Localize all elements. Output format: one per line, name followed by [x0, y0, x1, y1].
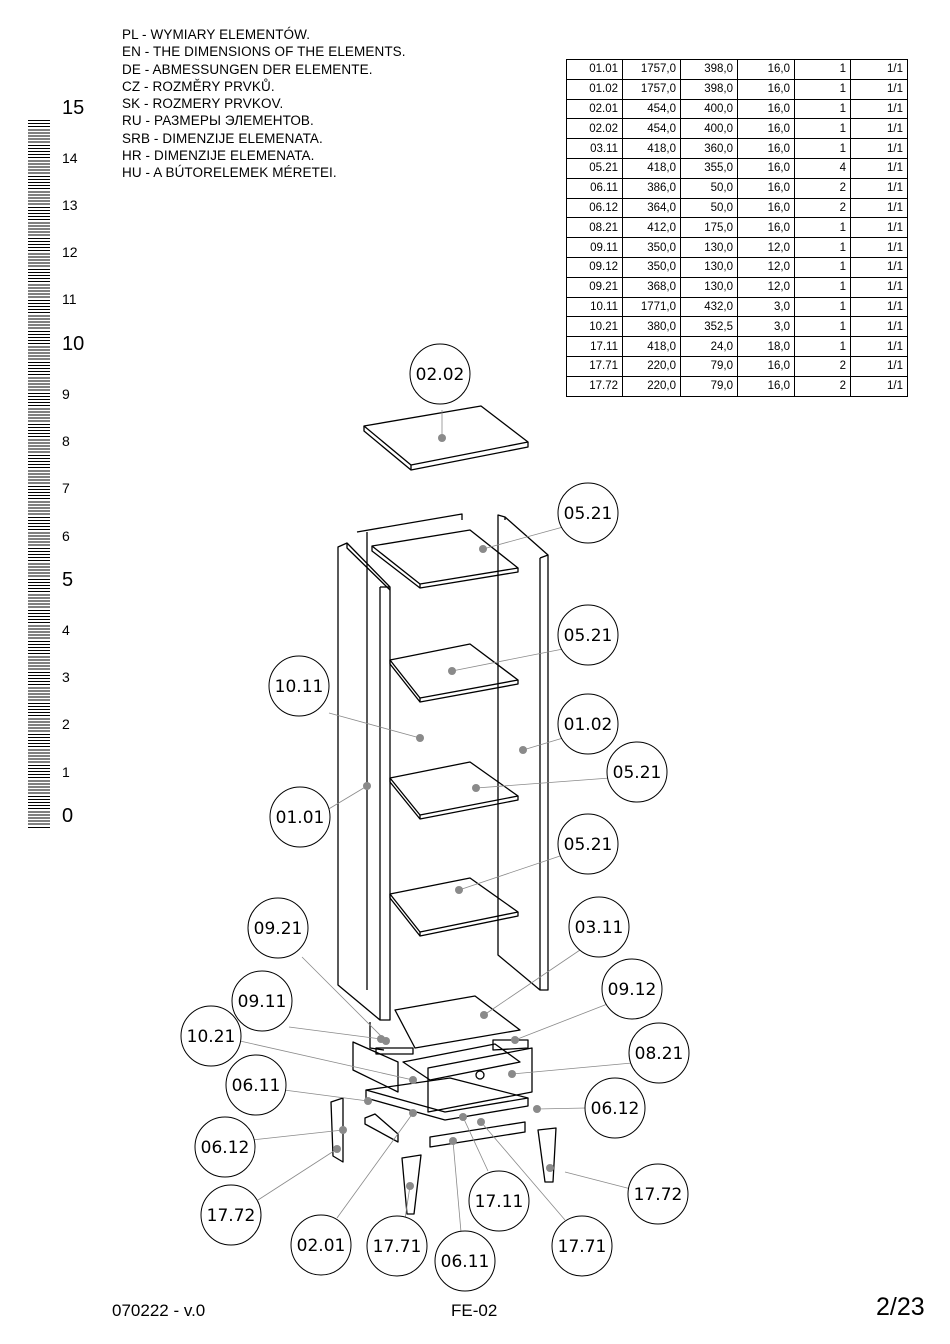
table-cell: 16,0 [738, 218, 795, 238]
table-cell: 1/1 [851, 139, 908, 159]
table-cell: 1/1 [851, 158, 908, 178]
table-cell: 1/1 [851, 178, 908, 198]
callout-bubble [552, 1216, 612, 1276]
product-code: FE-02 [451, 1301, 498, 1320]
table-cell: 364,0 [623, 198, 681, 218]
callout-bubble [469, 1171, 529, 1231]
top-panel-shape [364, 406, 528, 465]
table-cell: 386,0 [623, 178, 681, 198]
table-cell: 02.01 [567, 99, 623, 119]
callout-bubble [291, 1215, 351, 1275]
ruler-label: 4 [62, 622, 70, 638]
table-cell: 418,0 [623, 337, 681, 357]
table-cell: 368,0 [623, 277, 681, 297]
table-cell: 16,0 [738, 79, 795, 99]
table-cell: 16,0 [738, 376, 795, 396]
table-cell: 10.21 [567, 317, 623, 337]
table-cell: 16,0 [738, 60, 795, 80]
callout-bubble [558, 605, 618, 665]
table-cell: 18,0 [738, 337, 795, 357]
callout-bubble [195, 1117, 255, 1177]
table-cell: 1757,0 [623, 79, 681, 99]
table-cell: 1/1 [851, 119, 908, 139]
table-cell: 1/1 [851, 317, 908, 337]
callout-bubble [367, 1216, 427, 1276]
callout-label: 01.01 [275, 808, 325, 828]
table-cell: 06.11 [567, 178, 623, 198]
callout-bubble [629, 1023, 689, 1083]
callout-bubble [226, 1055, 286, 1115]
back-panel-shape [357, 514, 462, 532]
table-cell: 79,0 [681, 376, 738, 396]
table-cell: 1 [795, 99, 851, 119]
language-heading: CZ - ROZMĚRY PRVKŮ. [122, 78, 275, 94]
ruler-label: 10 [62, 333, 85, 355]
table-cell: 06.12 [567, 198, 623, 218]
table-cell: 05.21 [567, 158, 623, 178]
callout-bubble [232, 971, 292, 1031]
callout-label: 10.21 [186, 1027, 236, 1047]
callout-label: 05.21 [563, 504, 613, 524]
table-cell: 02.02 [567, 119, 623, 139]
table-cell: 352,5 [681, 317, 738, 337]
ruler-label: 9 [62, 386, 70, 402]
language-heading: HR - DIMENZIJE ELEMENATA. [122, 148, 315, 164]
base-rail-shape [365, 1114, 398, 1142]
table-cell: 1 [795, 79, 851, 99]
table-cell: 1/1 [851, 99, 908, 119]
table-cell: 1 [795, 60, 851, 80]
ruler-label: 8 [62, 433, 70, 449]
base-panel-shape [366, 1078, 528, 1112]
callout-label: 02.01 [296, 1236, 346, 1256]
callout-label: 17.72 [206, 1206, 256, 1226]
table-cell: 1 [795, 139, 851, 159]
table-cell: 130,0 [681, 257, 738, 277]
callout-label: 10.11 [274, 677, 324, 697]
drawer-side-shape [493, 1040, 528, 1050]
table-cell: 17.72 [567, 376, 623, 396]
ruler-label: 11 [62, 291, 77, 307]
drawer-front-shape [428, 1048, 532, 1112]
callout-bubble [602, 959, 662, 1019]
table-cell: 08.21 [567, 218, 623, 238]
callout-bubble [585, 1078, 645, 1138]
table-cell: 2 [795, 376, 851, 396]
callout-label: 05.21 [563, 835, 613, 855]
table-cell: 12,0 [738, 277, 795, 297]
language-heading: PL - WYMIARY ELEMENTÓW. [122, 27, 311, 42]
table-cell: 09.11 [567, 238, 623, 258]
callout-label: 17.72 [633, 1185, 683, 1205]
callout-bubble [558, 694, 618, 754]
page-number: 2/23 [876, 1293, 925, 1321]
callout-label: 01.02 [563, 715, 613, 735]
table-cell: 454,0 [623, 99, 681, 119]
table-cell: 3,0 [738, 297, 795, 317]
table-cell: 1 [795, 238, 851, 258]
callout-bubble [410, 344, 470, 404]
table-cell: 50,0 [681, 178, 738, 198]
callout-label: 06.12 [590, 1099, 640, 1119]
language-heading: RU - РАЗМЕРЫ ЭЛЕМЕНТОВ. [122, 113, 314, 129]
table-cell: 17.11 [567, 337, 623, 357]
table-cell: 09.21 [567, 277, 623, 297]
table-cell: 412,0 [623, 218, 681, 238]
document-version: 070222 - v.0 [112, 1301, 206, 1320]
table-cell: 1/1 [851, 218, 908, 238]
table-cell: 1/1 [851, 60, 908, 80]
callout-bubble [201, 1185, 261, 1245]
callout-label: 02.02 [415, 365, 465, 385]
table-cell: 1757,0 [623, 60, 681, 80]
table-cell: 130,0 [681, 238, 738, 258]
table-cell: 2 [795, 356, 851, 376]
table-cell: 1 [795, 257, 851, 277]
left-side-panel-shape [338, 543, 390, 1020]
table-cell: 1/1 [851, 356, 908, 376]
ruler-label: 3 [62, 669, 70, 685]
ruler-label: 13 [62, 197, 78, 213]
table-cell: 1771,0 [623, 297, 681, 317]
table-cell: 130,0 [681, 277, 738, 297]
ruler-label: 14 [62, 150, 78, 166]
table-cell: 16,0 [738, 356, 795, 376]
table-cell: 1/1 [851, 376, 908, 396]
callout-label: 05.21 [563, 626, 613, 646]
table-cell: 17.71 [567, 356, 623, 376]
table-cell: 79,0 [681, 356, 738, 376]
table-cell: 3,0 [738, 317, 795, 337]
table-cell: 12,0 [738, 238, 795, 258]
table-cell: 2 [795, 178, 851, 198]
callout-label: 06.11 [440, 1252, 490, 1272]
leg-shape [538, 1128, 556, 1182]
callout-bubble [569, 897, 629, 957]
table-cell: 01.02 [567, 79, 623, 99]
table-cell: 24,0 [681, 337, 738, 357]
table-cell: 220,0 [623, 376, 681, 396]
language-heading: SK - ROZMERY PRVKOV. [122, 96, 284, 112]
ruler-label: 0 [62, 805, 74, 827]
table-cell: 418,0 [623, 158, 681, 178]
table-cell: 1/1 [851, 277, 908, 297]
callout-bubble [607, 742, 667, 802]
table-cell: 1/1 [851, 198, 908, 218]
callout-bubble [248, 898, 308, 958]
table-cell: 16,0 [738, 158, 795, 178]
callout-label: 17.71 [557, 1237, 607, 1257]
callout-label: 09.12 [607, 980, 657, 1000]
drawer-handle-hole [476, 1071, 484, 1079]
table-cell: 1/1 [851, 79, 908, 99]
callout-bubble [628, 1164, 688, 1224]
callout-label: 03.11 [574, 918, 624, 938]
callout-bubble [435, 1231, 495, 1291]
table-cell: 4 [795, 158, 851, 178]
language-heading: SRB - DIMENZIJE ELEMENATA. [122, 130, 323, 146]
callout-bubble [558, 814, 618, 874]
table-cell: 01.01 [567, 60, 623, 80]
table-cell: 1/1 [851, 337, 908, 357]
table-cell: 350,0 [623, 257, 681, 277]
table-cell: 16,0 [738, 198, 795, 218]
shelf-shape [390, 878, 518, 932]
callout-label: 06.12 [200, 1138, 250, 1158]
language-heading: EN - THE DIMENSIONS OF THE ELEMENTS. [122, 44, 406, 60]
table-cell: 2 [795, 198, 851, 218]
table-cell: 1/1 [851, 238, 908, 258]
table-cell: 1 [795, 218, 851, 238]
callout-label: 09.11 [237, 992, 287, 1012]
drawer-back-shape [376, 1048, 413, 1054]
ruler-label: 7 [62, 480, 70, 496]
table-cell: 400,0 [681, 119, 738, 139]
part-callouts [181, 344, 689, 1291]
ruler-label: 12 [62, 244, 78, 260]
table-cell: 16,0 [738, 119, 795, 139]
table-cell: 1/1 [851, 257, 908, 277]
callout-label: 06.11 [231, 1076, 281, 1096]
language-heading: DE - ABMESSUNGEN DER ELEMENTE. [122, 61, 373, 77]
table-cell: 400,0 [681, 99, 738, 119]
ruler-label: 2 [62, 716, 70, 732]
table-cell: 418,0 [623, 139, 681, 159]
ruler-label: 5 [62, 569, 74, 591]
table-cell: 50,0 [681, 198, 738, 218]
table-cell: 432,0 [681, 297, 738, 317]
base-rail-shape [430, 1122, 525, 1147]
table-cell: 220,0 [623, 356, 681, 376]
table-cell: 360,0 [681, 139, 738, 159]
shelf-shape [390, 762, 518, 815]
table-cell: 16,0 [738, 99, 795, 119]
table-cell: 1 [795, 297, 851, 317]
table-cell: 09.12 [567, 257, 623, 277]
table-cell: 03.11 [567, 139, 623, 159]
callout-label: 17.11 [474, 1192, 524, 1212]
table-cell: 1 [795, 119, 851, 139]
table-cell: 1/1 [851, 297, 908, 317]
callout-label: 05.21 [612, 763, 662, 783]
table-cell: 355,0 [681, 158, 738, 178]
table-cell: 16,0 [738, 178, 795, 198]
table-cell: 12,0 [738, 257, 795, 277]
callout-label: 17.71 [372, 1237, 422, 1257]
callout-bubble [270, 787, 330, 847]
callout-bubble [269, 656, 329, 716]
table-cell: 1 [795, 317, 851, 337]
callout-label: 09.21 [253, 919, 303, 939]
table-cell: 454,0 [623, 119, 681, 139]
table-cell: 380,0 [623, 317, 681, 337]
table-cell: 350,0 [623, 238, 681, 258]
callout-bubble [558, 483, 618, 543]
callout-label: 08.21 [634, 1044, 684, 1064]
table-cell: 10.11 [567, 297, 623, 317]
table-cell: 175,0 [681, 218, 738, 238]
language-heading: HU - A BÚTORELEMEK MÉRETEI. [122, 165, 337, 181]
table-cell: 1 [795, 277, 851, 297]
table-cell: 398,0 [681, 60, 738, 80]
table-cell: 1 [795, 337, 851, 357]
callout-bubble [181, 1006, 241, 1066]
ruler-label: 15 [62, 97, 85, 119]
ruler-label: 6 [62, 528, 70, 544]
table-cell: 16,0 [738, 139, 795, 159]
ruler-label: 1 [62, 764, 70, 780]
table-cell: 398,0 [681, 79, 738, 99]
